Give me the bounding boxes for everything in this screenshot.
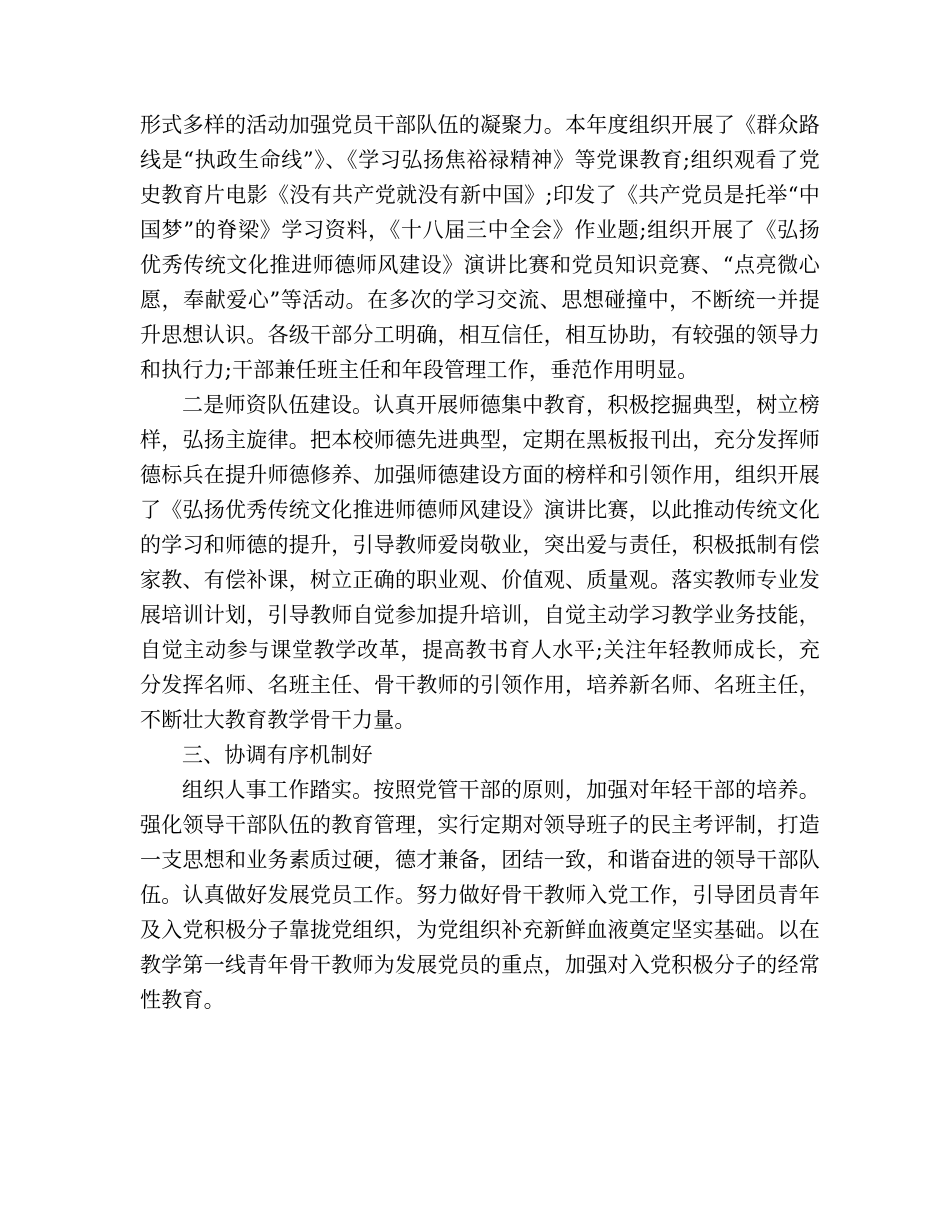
- document-body: [140, 108, 820, 1018]
- section-heading-coordination: 三、协调有序机制好: [182, 743, 373, 767]
- paragraph-personnel-work: 组织人事工作踏实。按照党管干部的原则，加强对年轻干部的培养。强化领导干部队伍的教育管理，实行定期对领导班子的民主考评制，打造一支思想和业务素质过硬，德才兼备，团结一致，和谐奋进的领导干部队伍。认真做好发展党员工作。努力做好骨干教师入党工作，引导团员青年及入党积极分子靠拢党组织，为党组织补充新鲜血液奠定坚实基础。以在教学第一线青年骨干教师为发展党员的重点，加强对入党积极分子的经常性教育。: [140, 778, 820, 1012]
- paragraph-party-activities: 形式多样的活动加强党员干部队伍的凝聚力。本年度组织开展了《群众路线是“执政生命线”》、《学习弘扬焦裕禄精神》等党课教育;组织观看了党史教育片电影《没有共产党就没有新中国》;印发了《共产党员是托举“中国梦”的脊梁》学习资料，《十八届三中全会》作业题;组织开展了《弘扬优秀传统文化推进师德师风建设》演讲比赛和党员知识竞赛、“点亮微心愿，奉献爱心”等活动。在多次的学习交流、思想碰撞中，不断统一并提升思想认识。各级干部分工明确，相互信任，相互协助，有较强的领导力和执行力;干部兼任班主任和年段管理工作，垂范作用明显。: [140, 113, 820, 382]
- paragraph-teacher-team: 二是师资队伍建设。认真开展师德集中教育，积极挖掘典型，树立榜样，弘扬主旋律。把本校师德先进典型，定期在黑板报刊出，充分发挥师德标兵在提升师德修养、加强师德建设方面的榜样和引领作用，组织开展了《弘扬优秀传统文化推进师德师风建设》演讲比赛，以此推动传统文化的学习和师德的提升，引导教师爱岗敬业，突出爱与责任，积极抵制有偿家教、有偿补课，树立正确的职业观、价值观、质量观。落实教师专业发展培训计划，引导教师自觉参加提升培训，自觉主动学习教学业务技能，自觉主动参与课堂教学改革，提高教书育人水平;关注年轻教师成长，充分发挥名师、名班主任、骨干教师的引领作用，培养新名师、名班主任，不断壮大教育教学骨干力量。: [140, 393, 820, 732]
